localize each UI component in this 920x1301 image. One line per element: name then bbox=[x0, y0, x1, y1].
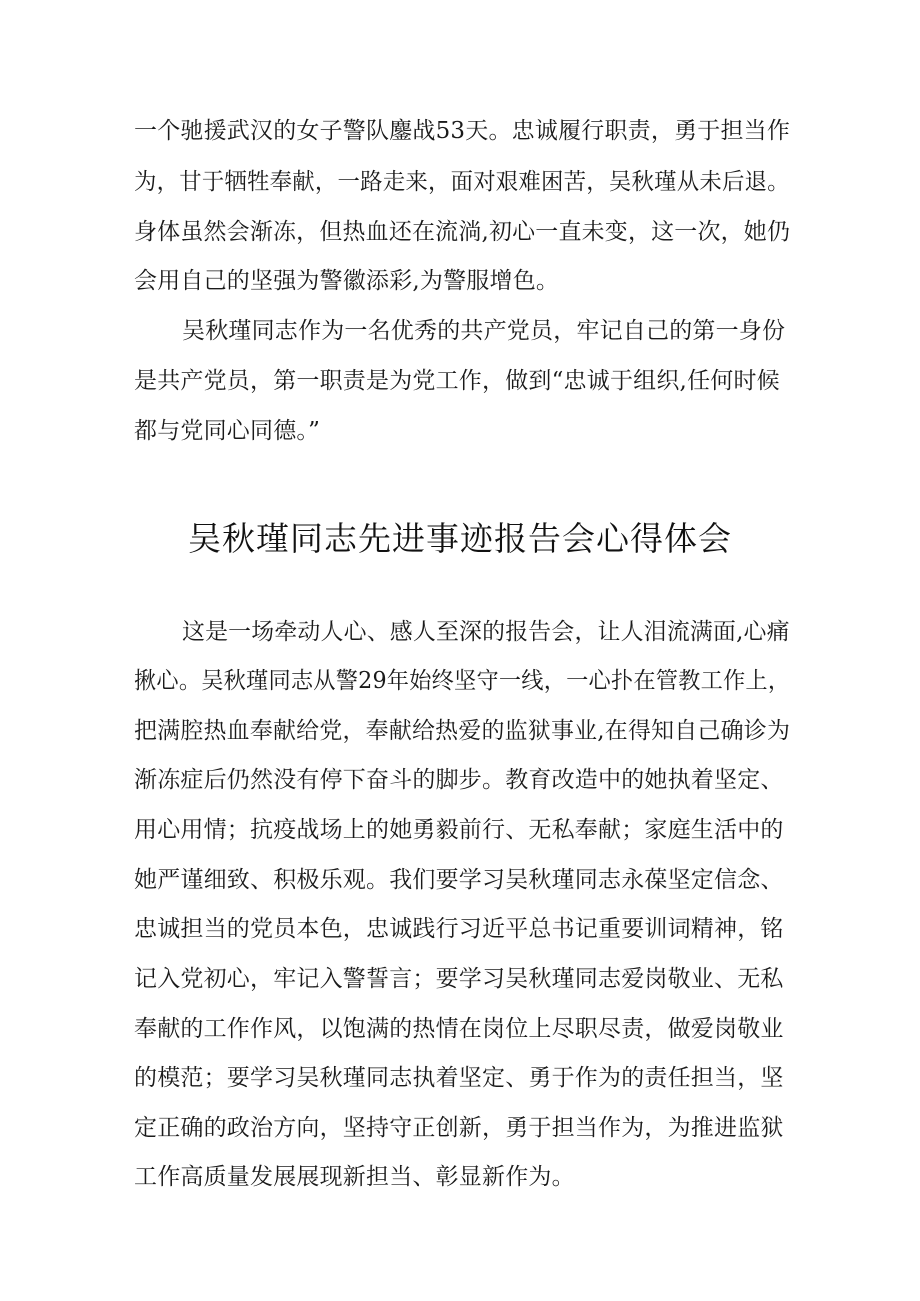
article-title: 吴秋瑾同志先进事迹报告会心得体会 bbox=[188, 519, 732, 558]
paragraph-line: 工作高质量发展展现新担当、彰显新作为。 bbox=[134, 1164, 575, 1190]
paragraph-line: 为，甘于牺牲奉献，一路走来，面对艰难困苦，吴秋瑾从未后退。 bbox=[134, 169, 790, 195]
paragraph-line: 这是一场牵动人心、感人至深的报告会，让人泪流满面,心痛 bbox=[182, 619, 790, 645]
paragraph-line: 是共产党员，第一职责是为党工作，做到“忠诚于组织,任何时候 bbox=[134, 368, 780, 394]
paragraph-line: 吴秋瑾同志作为一名优秀的共产党员，牢记自己的第一身份 bbox=[182, 318, 786, 344]
paragraph-line: 的模范；要学习吴秋瑾同志执着坚定、勇于作为的责任担当，坚 bbox=[134, 1065, 784, 1091]
paragraph-line: 记入党初心，牢记入警誓言；要学习吴秋瑾同志爱岗敬业、无私 bbox=[134, 966, 784, 992]
paragraph-line: 一个驰援武汉的女子警队鏖战53天。忠诚履行职责，勇于担当作 bbox=[134, 118, 791, 144]
paragraph-line: 把满腔热血奉献给党，奉献给热爱的监狱事业,在得知自己确诊为 bbox=[134, 718, 791, 744]
paragraph-line: 都与党同心同德。” bbox=[134, 418, 321, 444]
paragraph-line: 身体虽然会渐冻，但热血还在流淌,初心一直未变，这一次，她仍 bbox=[134, 219, 791, 245]
paragraph-line: 她严谨细致、积极乐观。我们要学习吴秋瑾同志永葆坚定信念、 bbox=[134, 867, 784, 893]
paragraph-line: 定正确的政治方向，坚持守正创新，勇于担当作为，为推进监狱 bbox=[134, 1115, 784, 1141]
paragraph-line: 奉献的工作作风，以饱满的热情在岗位上尽职尽责，做爱岗敬业 bbox=[134, 1016, 784, 1042]
paragraph-line: 忠诚担当的党员本色，忠诚践行习近平总书记重要训词精神，铭 bbox=[134, 916, 784, 942]
paragraph-line: 用心用情；抗疫战场上的她勇毅前行、无私奉献；家庭生活中的 bbox=[134, 817, 784, 843]
paragraph-line: 渐冻症后仍然没有停下奋斗的脚步。教育改造中的她执着坚定、 bbox=[134, 767, 784, 793]
paragraph-line: 揪心。吴秋瑾同志从警29年始终坚守一线，一心扑在管教工作上， bbox=[134, 668, 791, 694]
paragraph-line: 会用自己的坚强为警徽添彩,为警服增色。 bbox=[134, 268, 560, 294]
